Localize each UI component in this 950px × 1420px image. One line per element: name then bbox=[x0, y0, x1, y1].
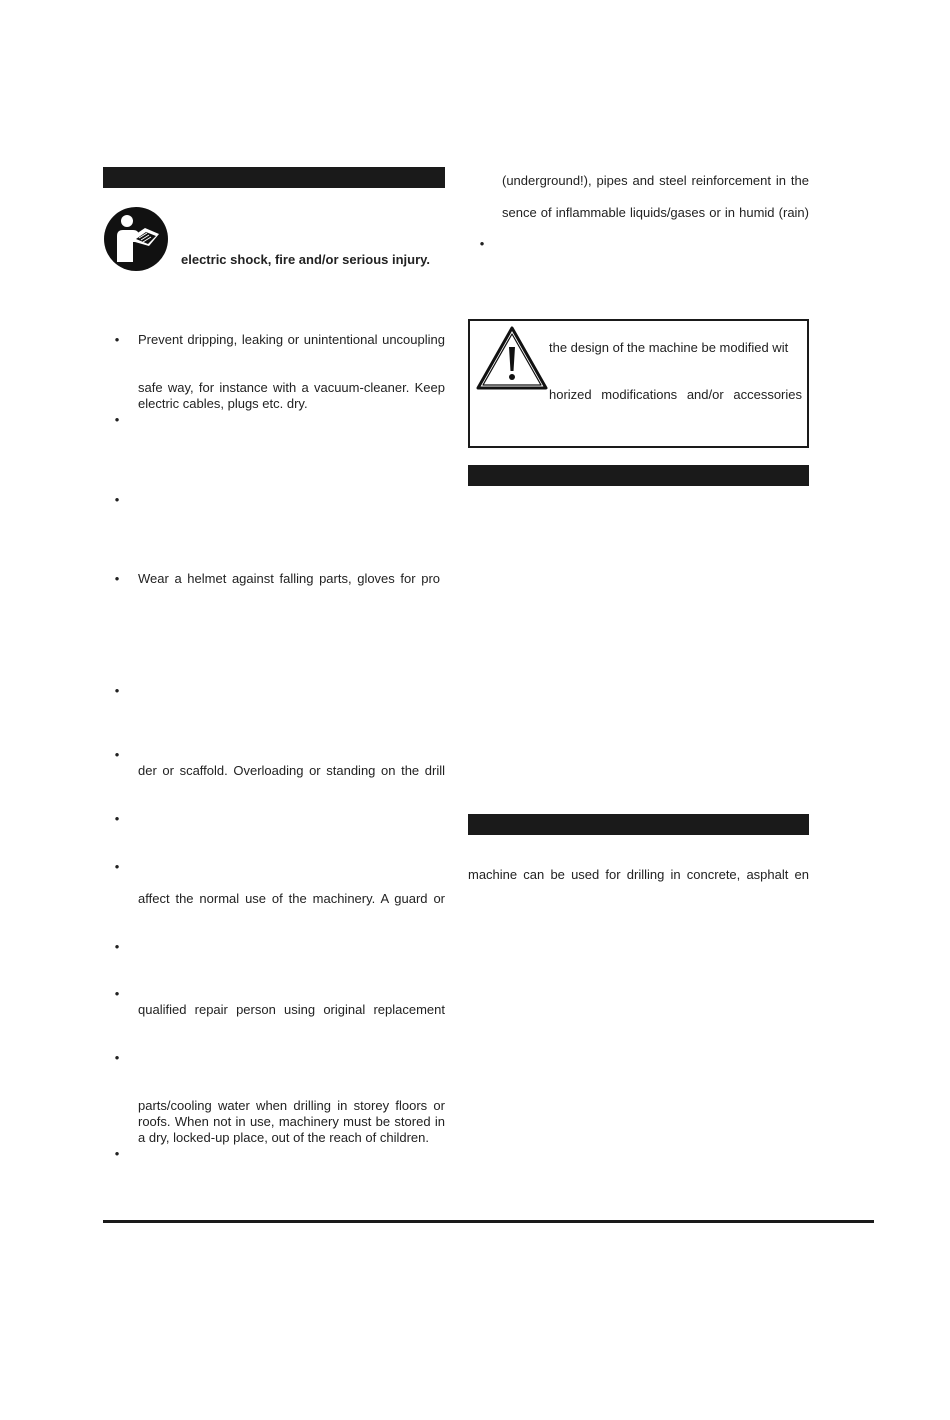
bullet-marker: • bbox=[114, 492, 120, 507]
bullet-marker: • bbox=[114, 811, 120, 826]
section-header-bar-safety bbox=[103, 167, 445, 188]
list-item-text: a dry, locked-up place, out of the reach of children. bbox=[138, 1130, 429, 1145]
list-item-text: electric cables, plugs etc. dry. bbox=[138, 396, 308, 411]
section-header-bar bbox=[468, 814, 809, 835]
list-item-text: safe way, for instance with a vacuum-cleaner. Keep bbox=[138, 380, 445, 395]
bullet-marker: • bbox=[114, 412, 120, 427]
list-item-text: parts/cooling water when drilling in storey floors or bbox=[138, 1098, 445, 1113]
bullet-marker: • bbox=[479, 236, 485, 251]
read-manual-icon bbox=[103, 206, 169, 272]
list-item-text: roofs. When not in use, machinery must be stored in bbox=[138, 1114, 445, 1129]
warning-text: horized modifications and/or accessories bbox=[549, 387, 802, 402]
list-item-text: Prevent dripping, leaking or unintentional uncoupling bbox=[138, 332, 445, 347]
paragraph-line: sence of inflammable liquids/gases or in humid (rain) bbox=[502, 205, 809, 220]
list-item-text: affect the normal use of the machinery. A guard or bbox=[138, 891, 445, 906]
bullet-marker: • bbox=[114, 683, 120, 698]
bullet-marker: • bbox=[114, 1050, 120, 1065]
bullet-marker: • bbox=[114, 1146, 120, 1161]
bullet-marker: • bbox=[114, 571, 120, 586]
list-item-text: qualified repair person using original replacement bbox=[138, 1002, 445, 1017]
bullet-marker: • bbox=[114, 986, 120, 1001]
paragraph-line: (underground!), pipes and steel reinforcement in the bbox=[502, 173, 809, 188]
list-item-text: Wear a helmet against falling parts, gloves for pro bbox=[138, 571, 440, 586]
list-item-text: der or scaffold. Overloading or standing on the drill bbox=[138, 763, 445, 778]
warning-text: the design of the machine be modified wit bbox=[549, 340, 789, 355]
warning-triangle-icon bbox=[475, 325, 549, 391]
bullet-marker: • bbox=[114, 859, 120, 874]
paragraph-line: machine can be used for drilling in concrete, asphalt en bbox=[468, 867, 809, 882]
section-header-bar bbox=[468, 465, 809, 486]
bullet-marker: • bbox=[114, 332, 120, 347]
bullet-marker: • bbox=[114, 939, 120, 954]
footer-rule bbox=[103, 1220, 874, 1223]
bullet-marker: • bbox=[114, 747, 120, 762]
intro-warning-text: electric shock, fire and/or serious injury. bbox=[181, 252, 431, 267]
